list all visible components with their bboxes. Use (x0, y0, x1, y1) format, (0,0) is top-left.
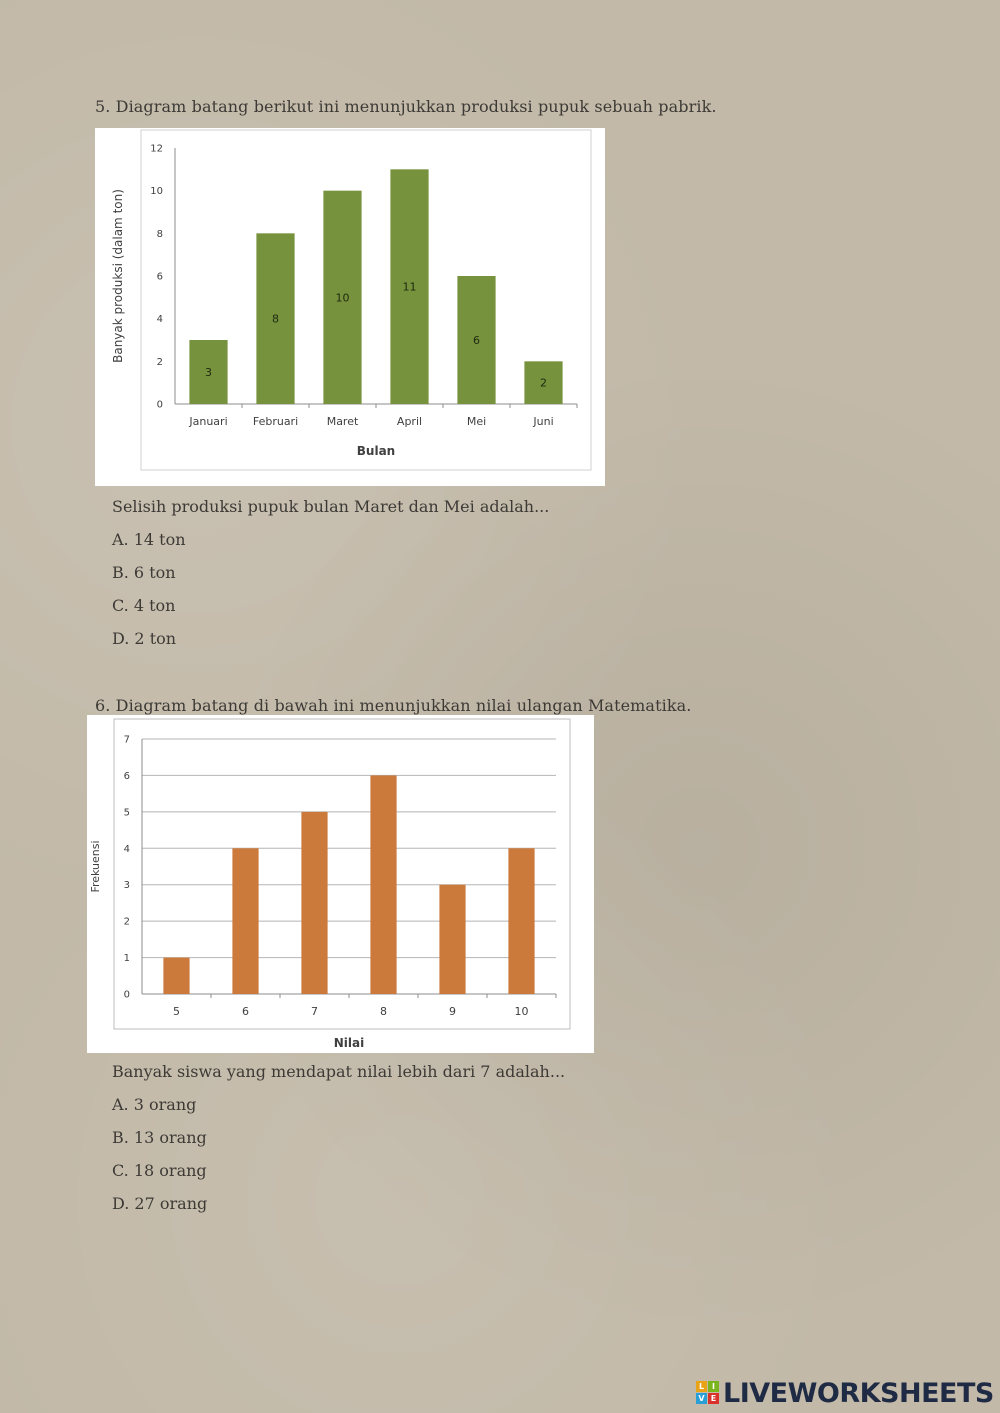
y-tick-label: 0 (123, 989, 130, 1001)
bar (508, 848, 534, 994)
scores-bar-chart (87, 715, 594, 1053)
x-axis-title: Bulan (356, 444, 396, 458)
x-tick-label: Juni (533, 415, 554, 428)
y-tick-label: 5 (123, 807, 130, 819)
y-tick-label: 0 (156, 399, 163, 411)
logo-mark-l: L (696, 1381, 707, 1392)
chart-scores (87, 715, 594, 1053)
question-5-text: 5. Diagram batang berikut ini menunjukkan produksi pupuk sebuah pabrik. (95, 97, 717, 116)
q5-option-b[interactable]: B. 6 ton (112, 563, 176, 582)
y-axis-title: Banyak produksi (dalam ton) (111, 189, 125, 363)
question-6-prompt: Banyak siswa yang mendapat nilai lebih dari 7 adalah... (112, 1062, 566, 1081)
data-label: 8 (272, 312, 279, 326)
q5-option-a[interactable]: A. 14 ton (112, 530, 186, 549)
y-tick-label: 10 (150, 186, 163, 198)
x-tick-label: Mei (466, 415, 487, 428)
q6-option-a[interactable]: A. 3 orang (112, 1095, 197, 1114)
liveworksheets-logo[interactable] (696, 1376, 994, 1410)
data-label: 10 (335, 291, 350, 305)
data-label: 11 (402, 280, 417, 294)
x-tick-label: 5 (173, 1005, 180, 1018)
x-tick-label: 8 (380, 1005, 387, 1018)
y-tick-label: 8 (156, 228, 163, 240)
q5-option-d[interactable]: D. 2 ton (112, 629, 177, 648)
y-tick-label: 12 (150, 143, 163, 155)
data-label: 2 (540, 376, 547, 390)
bar (439, 885, 465, 994)
q6-option-b[interactable]: B. 13 orang (112, 1128, 207, 1147)
q6-option-c[interactable]: C. 18 orang (112, 1161, 207, 1180)
production-bar-chart (95, 128, 605, 486)
x-tick-label: April (396, 415, 423, 428)
logo-mark-e: E (708, 1393, 719, 1404)
y-tick-label: 2 (123, 916, 130, 928)
question-5-prompt: Selisih produksi pupuk bulan Maret dan Mei adalah... (112, 497, 550, 516)
y-tick-label: 1 (123, 953, 130, 965)
q6-option-d[interactable]: D. 27 orang (112, 1194, 208, 1213)
y-axis-title: Frekuensi (89, 840, 102, 893)
bar (232, 848, 258, 994)
logo-mark-i: I (708, 1381, 719, 1392)
x-axis-title: Nilai (333, 1036, 365, 1050)
x-tick-label: 10 (514, 1005, 529, 1018)
bar (370, 775, 396, 994)
y-tick-label: 3 (123, 880, 130, 892)
y-tick-label: 4 (123, 843, 130, 855)
data-label: 3 (205, 366, 212, 379)
x-tick-label: 7 (311, 1005, 318, 1018)
y-tick-label: 2 (156, 356, 163, 368)
x-tick-label: 9 (449, 1005, 456, 1018)
y-tick-label: 4 (156, 314, 163, 326)
question-6-text: 6. Diagram batang di bawah ini menunjukkan nilai ulangan Matematika. (95, 696, 692, 715)
x-tick-label: Maret (326, 415, 359, 428)
data-label: 6 (473, 334, 480, 347)
y-tick-label: 6 (123, 770, 130, 782)
logo-text: LIVEWORKSHEETS (723, 1377, 994, 1409)
y-tick-label: 6 (156, 271, 163, 283)
logo-mark-icon (696, 1381, 720, 1405)
bar (301, 812, 327, 994)
x-tick-label: 6 (242, 1005, 249, 1018)
chart-production (95, 128, 605, 486)
q5-option-c[interactable]: C. 4 ton (112, 596, 176, 615)
bar (163, 958, 189, 994)
x-tick-label: Februari (252, 415, 299, 428)
y-tick-label: 7 (123, 734, 130, 746)
x-tick-label: Januari (189, 415, 228, 428)
logo-mark-v: V (696, 1393, 707, 1404)
